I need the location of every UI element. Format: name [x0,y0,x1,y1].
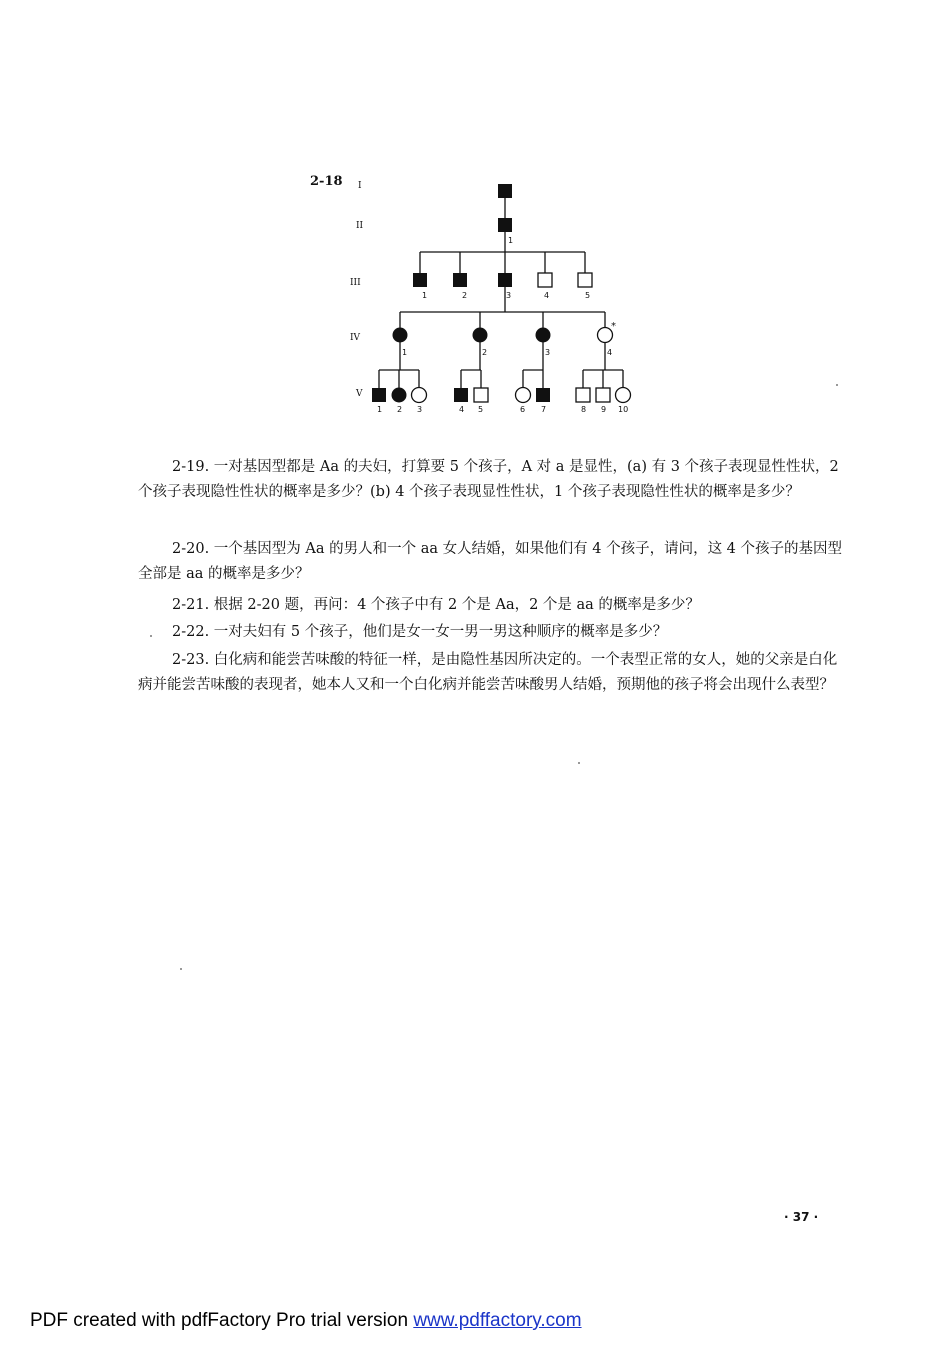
ped-num-V4: 4 [459,405,465,414]
gen-label-II: II [356,221,364,231]
problem-text: 2-20. 一个基因型为 Aa 的男人和一个 aa 女人结婚，如果他们有 4 个孩子，请问，这 4 个孩子的基因型全部是 aa 的概率是多少？ [138,541,843,582]
gen-label-V: V [356,389,363,399]
pedigree-male-unaffected [538,273,552,287]
ped-num-V10: 10 [618,405,629,414]
pedigree-female-affected [393,328,408,343]
pedigree-male-unaffected [576,388,590,402]
ped-num-III4: 4 [544,291,550,300]
pedigree-male-affected [453,273,467,287]
ped-num-V7: 7 [541,405,547,414]
ped-num-III5: 5 [585,291,591,300]
pedigree-chart [300,170,660,430]
ped-num-IV3: 3 [545,348,551,357]
scan-speck [150,635,152,637]
pedigree-male-unaffected [596,388,610,402]
gen-label-IV: IV [350,333,361,343]
pedigree-female-unaffected [412,388,427,403]
ped-num-V8: 8 [581,405,587,414]
pedigree-female-unaffected [516,388,531,403]
ped-num-V5: 5 [478,405,484,414]
pedigree-male-affected [498,184,512,198]
pedigree-male-affected [536,388,550,402]
problem-2-19 [138,455,848,505]
problem-2-22 [138,620,848,645]
pedigree-male-affected [413,273,427,287]
ped-num-IV2: 2 [482,348,488,357]
ped-num-V1: 1 [377,405,383,414]
ped-num-V9: 9 [601,405,607,414]
ped-num-III1: 1 [422,291,428,300]
problem-2-20 [138,537,848,587]
ped-num-V3: 3 [417,405,423,414]
scan-speck [836,384,838,386]
scan-speck [180,968,182,970]
problem-text: 2-22. 一对夫妇有 5 个孩子，他们是女一女一男一男这种顺序的概率是多少？ [172,624,668,640]
footer-text: PDF created with pdfFactory Pro trial version [30,1310,414,1331]
page-number: · 37 · [784,1210,819,1224]
ped-num-IV1: 1 [402,348,408,357]
pedigree-male-unaffected [578,273,592,287]
gen-label-I: I [358,181,362,191]
pedigree-male-affected [498,273,512,287]
ped-num-III3: 3 [506,291,512,300]
problem-2-21 [138,593,848,618]
pedigree-female-affected [392,388,407,403]
figure-label: 2-18 [310,174,343,189]
ped-num-IV4: 4 [607,348,613,357]
ped-num-III2: 2 [462,291,468,300]
problem-2-23 [138,648,848,698]
pedigree-female-unaffected [616,388,631,403]
pedigree-male-affected [372,388,386,402]
pedigree-female-affected [536,328,551,343]
footer-link[interactable]: www.pdffactory.com [413,1310,582,1331]
gen-label-III: III [350,278,361,288]
scan-speck [578,762,580,764]
pdf-footer [30,1310,582,1332]
pedigree-male-unaffected [474,388,488,402]
pedigree-female-affected [473,328,488,343]
ped-num-II1: 1 [508,236,514,245]
pedigree-male-affected [454,388,468,402]
pedigree-male-affected [498,218,512,232]
problem-text: 2-19. 一对基因型都是 Aa 的夫妇，打算要 5 个孩子，A 对 a 是显性，(a) 有 3 个孩子表现显性性状，2 个孩子表现隐性性状的概率是多少？(b) 4 个孩子表现显性性状，1 个孩子表现隐性性状的概率是多少？ [138,459,839,500]
ped-asterisk: * [611,321,616,332]
problem-text: 2-23. 白化病和能尝苦味酸的特征一样，是由隐性基因所决定的。一个表型正常的女人，她的父亲是白化病并能尝苦味酸的表现者，她本人又和一个白化病并能尝苦味酸男人结婚，预期他的孩子将会出现什么表型？ [138,652,838,693]
ped-num-V6: 6 [520,405,526,414]
ped-num-V2: 2 [397,405,403,414]
problem-text: 2-21. 根据 2-20 题，再问：4 个孩子中有 2 个是 Aa，2 个是 aa 的概率是多少？ [172,597,700,613]
